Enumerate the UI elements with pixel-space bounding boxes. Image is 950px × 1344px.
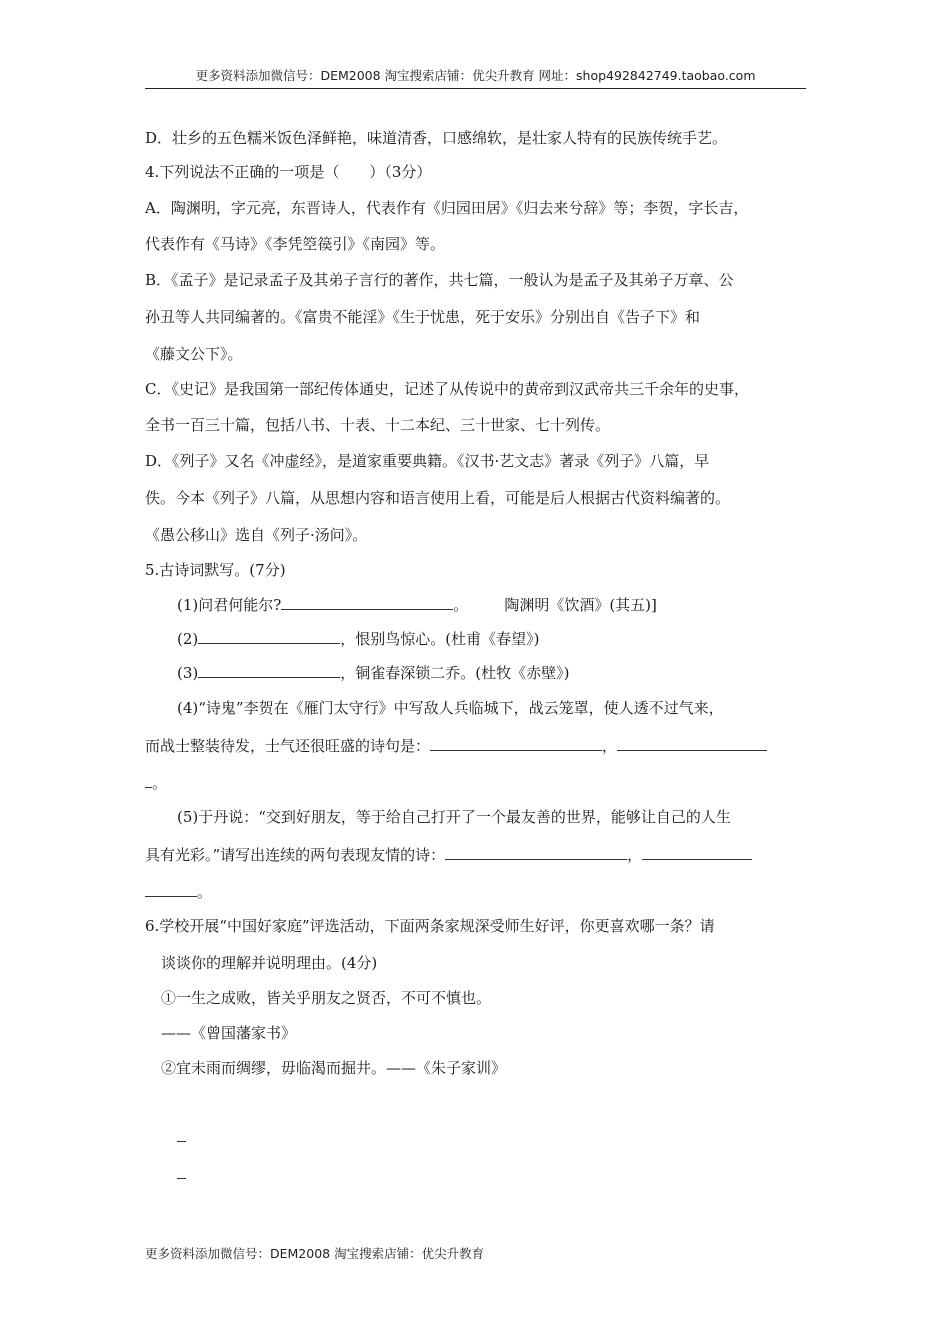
q5-item3-suffix: ，铜雀春深锁二乔。(杜牧《赤壁》) xyxy=(340,664,570,682)
q5-item3 xyxy=(177,662,569,683)
answer-blank-5a[interactable] xyxy=(445,844,627,860)
q5-item4-line3 xyxy=(145,772,167,793)
q5-item5-line2 xyxy=(145,844,752,865)
q6-stem-line1: 6.学校开展“中国好家庭”评选活动，下面两条家规深受师生好评，你更喜欢哪一条？请 xyxy=(145,917,715,935)
answer-line-mark-2 xyxy=(177,1178,186,1179)
answer-blank-5b-cont[interactable] xyxy=(145,881,197,897)
q6-stem-line2: 谈谈你的理解并说明理由。(4分) xyxy=(161,954,378,972)
answer-blank-3[interactable] xyxy=(198,662,340,678)
q5-item5-line1: (5)于丹说：“交到好朋友，等于给自己打开了一个最友善的世界，能够让自己的人生 xyxy=(177,808,731,826)
answer-blank-1[interactable] xyxy=(281,594,453,610)
q5-item4-prompt: 而战士整装待发，士气还很旺盛的诗句是： xyxy=(145,737,431,755)
q4-option-b-line3: 《藤文公下》。 xyxy=(145,345,243,363)
answer-blank-5b[interactable] xyxy=(642,844,752,860)
answer-blank-4b[interactable] xyxy=(617,735,767,751)
q5-item5-end: 。 xyxy=(197,883,213,901)
q5-item5-comma: ， xyxy=(627,846,643,864)
q4-option-b-line2: 孙丑等人共同编著的。《富贵不能淫》《生于忧患，死于安乐》分别出自《告子下》和 xyxy=(145,308,701,326)
q5-item4-line2 xyxy=(145,735,767,756)
q5-item1-suffix: 。 xyxy=(453,596,469,614)
q4-stem: 4.下列说法不正确的一项是（ ）（3分） xyxy=(145,163,432,181)
q5-item1-prefix: (1)问君何能尔? xyxy=(177,596,282,614)
q4-option-a-line1: A．陶渊明，字元亮，东晋诗人，代表作有《归园田居》《归去来兮辞》等；李贺，字长吉， xyxy=(145,199,749,217)
q4-option-b-line1: B．《孟子》是记录孟子及其弟子言行的著作，共七篇，一般认为是孟子及其弟子万章、公 xyxy=(145,271,734,289)
q4-option-d-line3: 《愚公移山》选自《列子·汤问》。 xyxy=(145,526,368,544)
q5-item1-source: 陶渊明《饮酒》(其五)] xyxy=(504,596,657,614)
answer-blank-4a[interactable] xyxy=(430,735,602,751)
q5-item1 xyxy=(177,594,657,615)
q4-option-d-line1: D．《列子》又名《冲虚经》，是道家重要典籍。《汉书·艺文志》著录《列子》八篇，早 xyxy=(145,452,710,470)
page-header: 更多资料添加微信号：DEM2008 淘宝搜索店铺：优尖升教育 网址：shop492842749.taobao.com xyxy=(145,64,806,89)
q5-stem: 5.古诗词默写。(7分) xyxy=(145,561,286,579)
q4-option-d-line2: 佚。今本《列子》八篇，从思想内容和语言使用上看，可能是后人根据古代资料编著的。 xyxy=(145,489,731,507)
q5-item5-prompt: 具有光彩。”请写出连续的两句表现友情的诗： xyxy=(145,846,446,864)
q5-item5-line3 xyxy=(145,881,212,902)
q5-item2 xyxy=(177,628,539,649)
q5-item4-comma: ， xyxy=(602,737,618,755)
q5-item4-end: 。 xyxy=(152,774,168,792)
answer-blank-4b-cont[interactable] xyxy=(145,772,152,788)
q6-quote2: ②宜未雨而绸缪，毋临渴而掘井。——《朱子家训》 xyxy=(161,1059,507,1077)
q6-quote1: ①一生之成败，皆关乎朋友之贤否，不可不慎也。 xyxy=(161,989,492,1007)
q5-item2-suffix: ，恨别鸟惊心。(杜甫《春望》) xyxy=(340,630,540,648)
q5-item2-prefix: (2) xyxy=(177,630,199,648)
q6-quote1-source: ——《曾国藩家书》 xyxy=(161,1024,297,1042)
q3-option-d: D．壮乡的五色糯米饭色泽鲜艳，味道清香，口感绵软，是壮家人特有的民族传统手艺。 xyxy=(145,129,728,147)
page-footer: 更多资料添加微信号：DEM2008 淘宝搜索店铺：优尖升教育 xyxy=(145,1246,485,1261)
q4-option-c-line2: 全书一百三十篇，包括八书、十表、十二本纪、三十世家、七十列传。 xyxy=(145,416,611,434)
q4-option-a-line2: 代表作有《马诗》《李凭箜篌引》《南园》等。 xyxy=(145,235,446,253)
q5-item4-line1: (4)“诗鬼”李贺在《雁门太守行》中写敌人兵临城下，战云笼罩，使人透不过气来， xyxy=(177,699,724,717)
q4-option-c-line1: C．《史记》是我国第一部纪传体通史，记述了从传说中的黄帝到汉武帝共三千余年的史事， xyxy=(145,380,749,398)
answer-line-mark-1 xyxy=(177,1141,186,1142)
answer-blank-2[interactable] xyxy=(198,628,340,644)
q5-item3-prefix: (3) xyxy=(177,664,199,682)
